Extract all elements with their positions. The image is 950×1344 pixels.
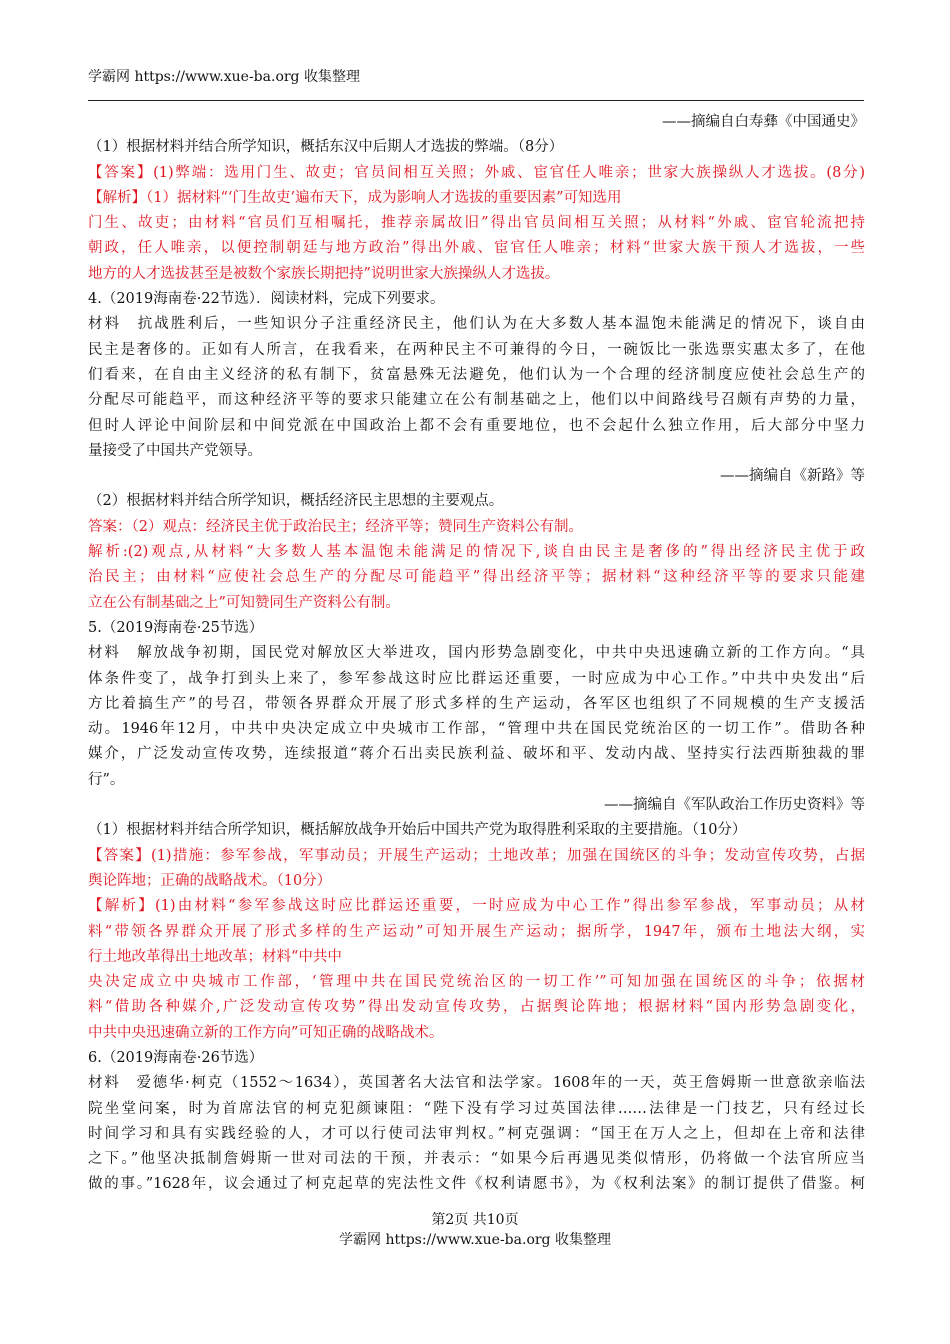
text-line: 6.（2019海南卷·26节选） (88, 1049, 264, 1066)
text-line: 材料 爱德华·柯克（1552～1634），英国著名大法官和法学家。1608年的一天，英王詹姆斯一世意欲亲临法 (88, 1075, 865, 1092)
text-line: 解析:(2)观点,从材料“大多数人基本温饱未能满足的情况下,谈自由民主是奢侈的”得出经济民主优于政 (88, 544, 865, 561)
text-line: 但时人评论中间阶层和中间党派在中国政治上都不会有重要地位，也不会起什么独立作用，后大部分中坚力 (88, 417, 865, 434)
text-line: 立在公有制基础之上”可知赞同生产资料公有制。 (88, 594, 400, 611)
text-line: 之下。”他坚决抵制詹姆斯一世对司法的干预，并表示：“如果今后再遇见类似情形，仍将做一个法官所应当 (88, 1151, 865, 1168)
text-line: 地方的人才选拔甚至是被数个家族长期把持”说明世家大族操纵人才选拔。 (88, 265, 560, 282)
text-line: 【答案】(1)弊端：选用门生、故吏；官员间相互关照；外戚、宦官任人唯亲；世家大族操纵人才选拔。(8分) (88, 164, 865, 181)
text-line: 做的事。”1628年，议会通过了柯克起草的宪法性文件《权利请愿书》，为《权利法案》的制订提供了借鉴。柯 (88, 1176, 865, 1193)
text-line: 院坐堂问案，时为首席法官的柯克犯颜谏阻：“陛下没有学习过英国法律……法律是一门技艺，只有经过长 (88, 1100, 865, 1117)
text-line: 量接受了中国共产党领导。 (88, 442, 262, 459)
text-line: 方比着搞生产”的号召，带领各界群众开展了形式多样的生产运动，各军区也组织了不同规模的生产支援活 (88, 695, 865, 712)
text-line: 材料 解放战争初期，国民党对解放区大举进攻，国内形势急剧变化，中共中央迅速确立新的工作方向。“具 (88, 645, 865, 662)
text-line: 4.（2019海南卷·22节选）．阅读材料，完成下列要求。 (88, 291, 445, 308)
text-line: 们看来，在自由主义经济的私有制下，贫富悬殊无法避免，他们认为一个合理的经济制度应使社会总生产的 (88, 366, 865, 383)
text-line: （1）根据材料并结合所学知识，概括解放战争开始后中国共产党为取得胜利采取的主要措施。（10分） (88, 822, 747, 839)
text-line: 答案：（2）观点：经济民主优于政治民主；经济平等；赞同生产资料公有制。 (88, 518, 583, 535)
text-line: ——摘编自《新路》等 (720, 468, 865, 485)
text-line: 料“借助各种媒介,广泛发动宣传攻势”得出发动宣传攻势，占据舆论阵地；根据材料“国内形势急剧变化， (88, 999, 865, 1016)
text-line: （2）根据材料并结合所学知识，概括经济民主思想的主要观点。 (88, 493, 504, 510)
text-line: 5.（2019海南卷·25节选） (88, 619, 264, 636)
text-line: 体条件变了，战争打到头上来了，参军参战这时应比群运还重要，一时应成为中心工作。”中共中央发出“后 (88, 670, 865, 687)
text-line: ——摘编自白寿彝《中国通史》 (662, 114, 865, 130)
text-line: 民主是奢侈的。正如有人所言，在我看来，在两种民主不可兼得的今日，一碗饭比一张选票实惠太多了，在他 (88, 341, 865, 358)
page-footer: 学霸网 https://www.xue-ba.org 收集整理 (339, 1232, 611, 1248)
text-line: 央决定成立中央城市工作部，‘管理中共在国民党统治区的一切工作’”可知加强在国统区的斗争；依据材 (88, 974, 865, 991)
text-line: 中共中央迅速确立新的工作方向”可知正确的战略战术。 (88, 1024, 444, 1041)
text-line: 【答案】(1)措施：参军参战，军事动员；开展生产运动；土地改革；加强在国统区的斗争；发动宣传攻势，占据 (88, 847, 865, 864)
text-line: 材料 抗战胜利后，一些知识分子注重经济民主，他们认为在大多数人基本温饱未能满足的情况下，谈自由 (88, 316, 865, 333)
text-line: 动。1946年12月，中共中央决定成立中央城市工作部，“管理中共在国民党统治区的一切工作”。借助各种 (88, 721, 865, 738)
header-rule (88, 100, 864, 101)
text-line: 【解析】（1）据材料“‘门生故吏’遍布天下，成为影响人才选拔的重要因素”可知选用 (88, 189, 622, 206)
text-line: 时间学习和具有实践经验的人，才可以行使司法审判权。”柯克强调：“国王在万人之上，但却在上帝和法律 (88, 1125, 865, 1142)
text-line: 媒介，广泛发动宣传攻势，连续报道“蒋介石出卖民族利益、破坏和平、发动内战、坚持实行法西斯独裁的罪 (88, 746, 865, 763)
page-content (88, 110, 865, 1198)
text-line: 行”。 (88, 771, 125, 788)
text-line: 料“带领各界群众开展了形式多样的生产运动”可知开展生产运动；据所学，1947年，颁布土地法大纲，实 (88, 923, 865, 940)
text-line: 【解析】(1)由材料“参军参战这时应比群运还重要，一时应成为中心工作”得出参军参战，军事动员；从材 (88, 898, 865, 915)
text-line: 行土地改革得出土地改革；材料“中共中 (88, 948, 342, 965)
text-line: ——摘编自《军队政治工作历史资料》等 (604, 797, 865, 814)
text-line: 朝政，任人唯亲，以便控制朝廷与地方政治”得出外戚、宦官任人唯亲；材料“世家大族干预人才选拔，一些 (88, 240, 865, 257)
text-line: 分配尽可能趋平，而这种经济平等的要求只能建立在公有制基础之上，他们以中间路线号召颇有声势的力量， (88, 392, 865, 409)
text-line: 门生、故吏；由材料“官员们互相嘱托，推荐亲属故旧”得出官员间相互关照；从材料“外戚、宦官轮流把持 (88, 215, 866, 232)
page-number: 第2页 共10页 (431, 1212, 519, 1228)
text-line: （1）根据材料并结合所学知识，概括东汉中后期人才选拔的弊端。（8分） (88, 139, 564, 156)
page-header: 学霸网 https://www.xue-ba.org 收集整理 (88, 69, 360, 85)
text-line: 治民主；由材料“应使社会总生产的分配尽可能趋平”得出经济平等；据材料“这种经济平等的要求只能建 (88, 569, 865, 586)
text-line: 舆论阵地；正确的战略战术。（10分） (88, 872, 332, 889)
